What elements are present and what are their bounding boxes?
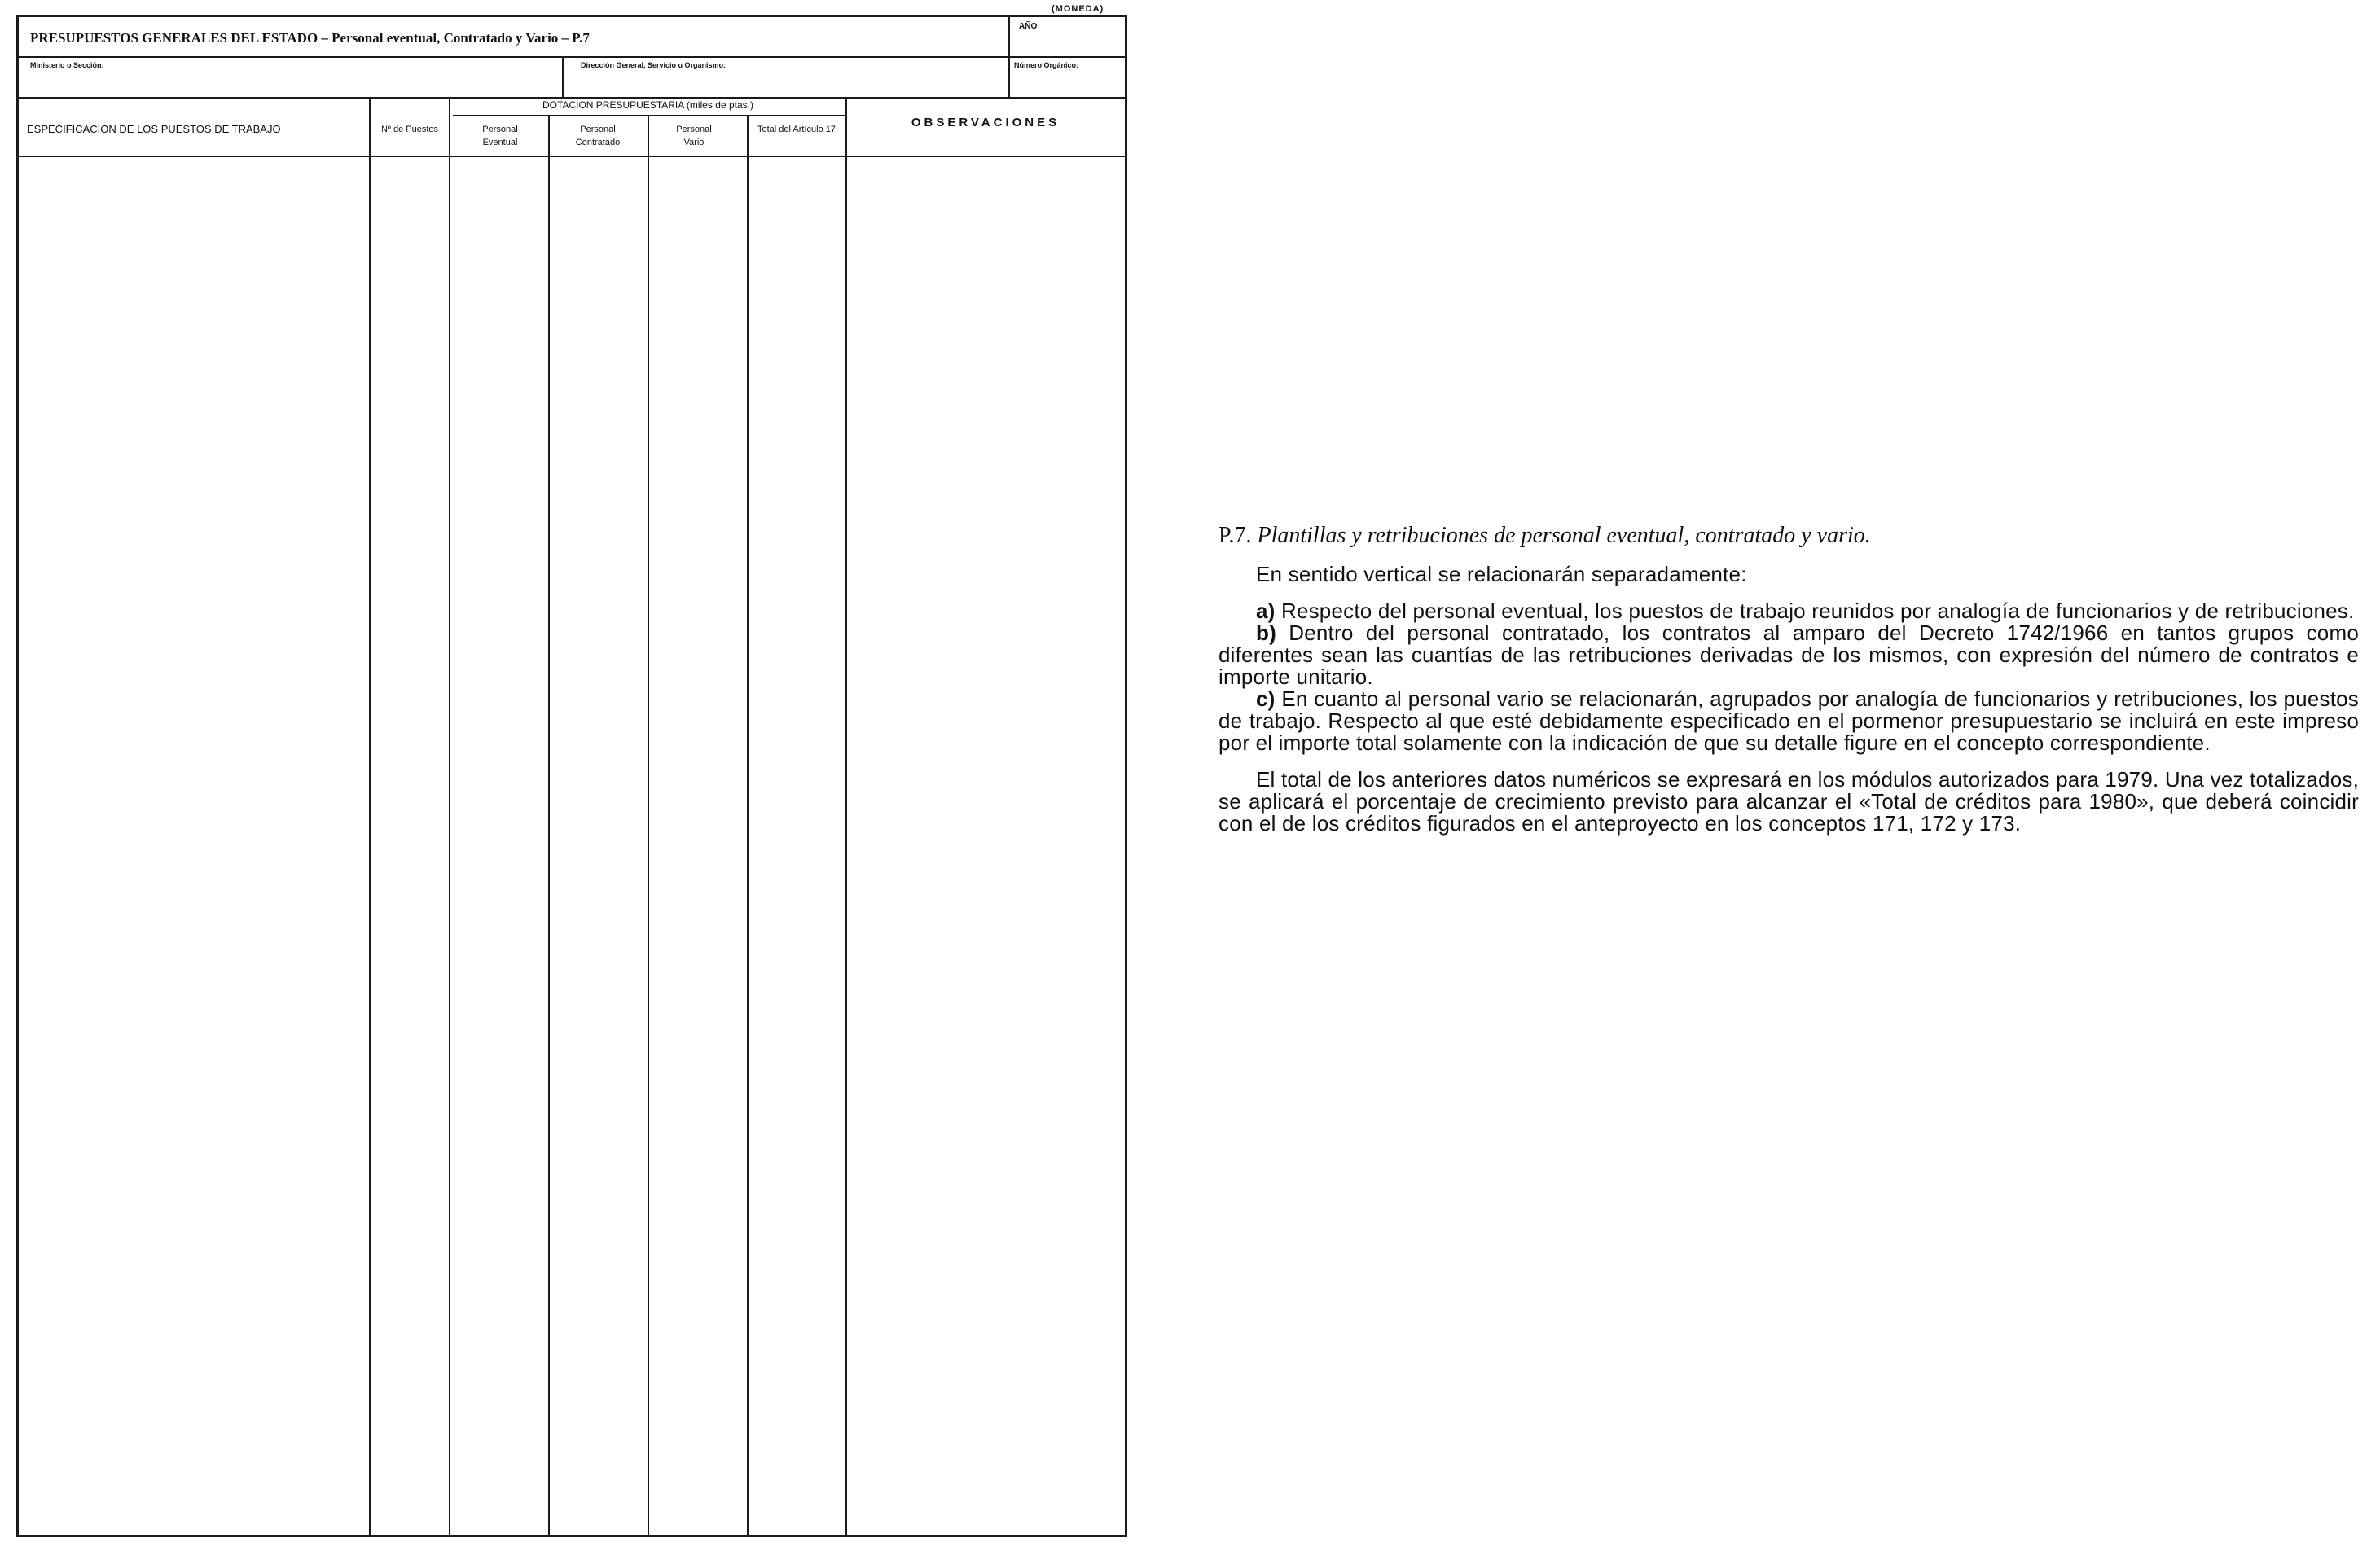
instructions-title-text: Plantillas y retribuciones de personal eventual, contratado y vario. <box>1257 523 1871 548</box>
numero-organico-label: Número Orgánico: <box>1014 61 1079 69</box>
ano-box-divider <box>1008 17 1010 97</box>
dotacion-subheader-divider <box>453 115 847 116</box>
instructions-intro: En sentido vertical se relacionarán separadamente: <box>1256 562 1747 586</box>
column-divider-2 <box>449 97 450 1535</box>
observaciones-header: OBSERVACIONES <box>911 116 1060 129</box>
budget-form-p7 <box>16 4 1127 1537</box>
personal-vario-header: Personal Vario <box>676 125 712 147</box>
instruction-item-b <box>1219 622 2359 688</box>
column-divider-5 <box>747 115 749 1535</box>
item-c-letter: c) <box>1256 686 1276 711</box>
moneda-label: (MONEDA) <box>1052 4 1104 14</box>
instruction-item-c <box>1219 688 2359 754</box>
item-c-text: En cuanto al personal vario se relacionarán, agrupados por analogía de funcionarios y retribuciones, los puestos de trabajo. Respecto al que esté debidamente especificado en el pormenor presupuestario se incluirá en este impreso por el importe total solamente con la indicación de que su detalle figure en el concepto correspondiente. <box>1219 686 2359 755</box>
instructions-title <box>1219 523 2359 549</box>
ano-label: AÑO <box>1019 22 1038 31</box>
item-b-letter: b) <box>1256 621 1276 645</box>
especificacion-header: ESPECIFICACION DE LOS PUESTOS DE TRABAJO <box>27 123 281 135</box>
column-divider-6 <box>845 97 847 1535</box>
personal-eventual-header: Personal Eventual <box>482 125 518 147</box>
personal-contratado-header: Personal Contratado <box>575 125 621 147</box>
instructions-code: P.7. <box>1219 523 1252 548</box>
column-divider-3 <box>548 115 550 1535</box>
instructions-block <box>1219 523 2359 835</box>
instructions-closing: El total de los anteriores datos numéricos se expresará en los módulos autorizados para 1979. Una vez totalizados, se aplicará el porcentaje de crecimiento previsto para alcanzar el «Total de créditos para 1980», que deberá coincidir con el de los créditos figurados en el anteproyecto en los conceptos 171, 172 y 173. <box>1219 767 2359 836</box>
column-divider-1 <box>369 97 371 1535</box>
num-puestos-header: Nº de Puestos <box>380 125 439 134</box>
direccion-label: Dirección General, Servicio u Organismo: <box>581 61 727 69</box>
instruction-item-a <box>1219 600 2359 622</box>
dotacion-header: DOTACION PRESUPUESTARIA (miles de ptas.) <box>542 99 753 111</box>
direccion-divider <box>562 56 564 97</box>
title-row-divider <box>19 56 1125 58</box>
form-title: PRESUPUESTOS GENERALES DEL ESTADO – Personal eventual, Contratado y Vario – P.7 <box>30 30 590 46</box>
item-b-text: Dentro del personal contratado, los contratos al amparo del Decreto 1742/1966 en tantos grupos como diferentes sean las cuantías de las retribuciones derivadas de los mismos, con expresión del número de contratos e importe unitario. <box>1219 621 2359 689</box>
ministerio-label: Ministerio o Sección: <box>30 61 104 69</box>
column-divider-4 <box>648 115 649 1535</box>
item-a-text: Respecto del personal eventual, los puestos de trabajo reunidos por analogía de funcionarios y de retribuciones. <box>1280 599 2355 623</box>
total-articulo-header: Total del Artículo 17 <box>757 125 836 134</box>
header-bottom-divider <box>19 156 1125 157</box>
item-a-letter: a) <box>1256 599 1276 623</box>
